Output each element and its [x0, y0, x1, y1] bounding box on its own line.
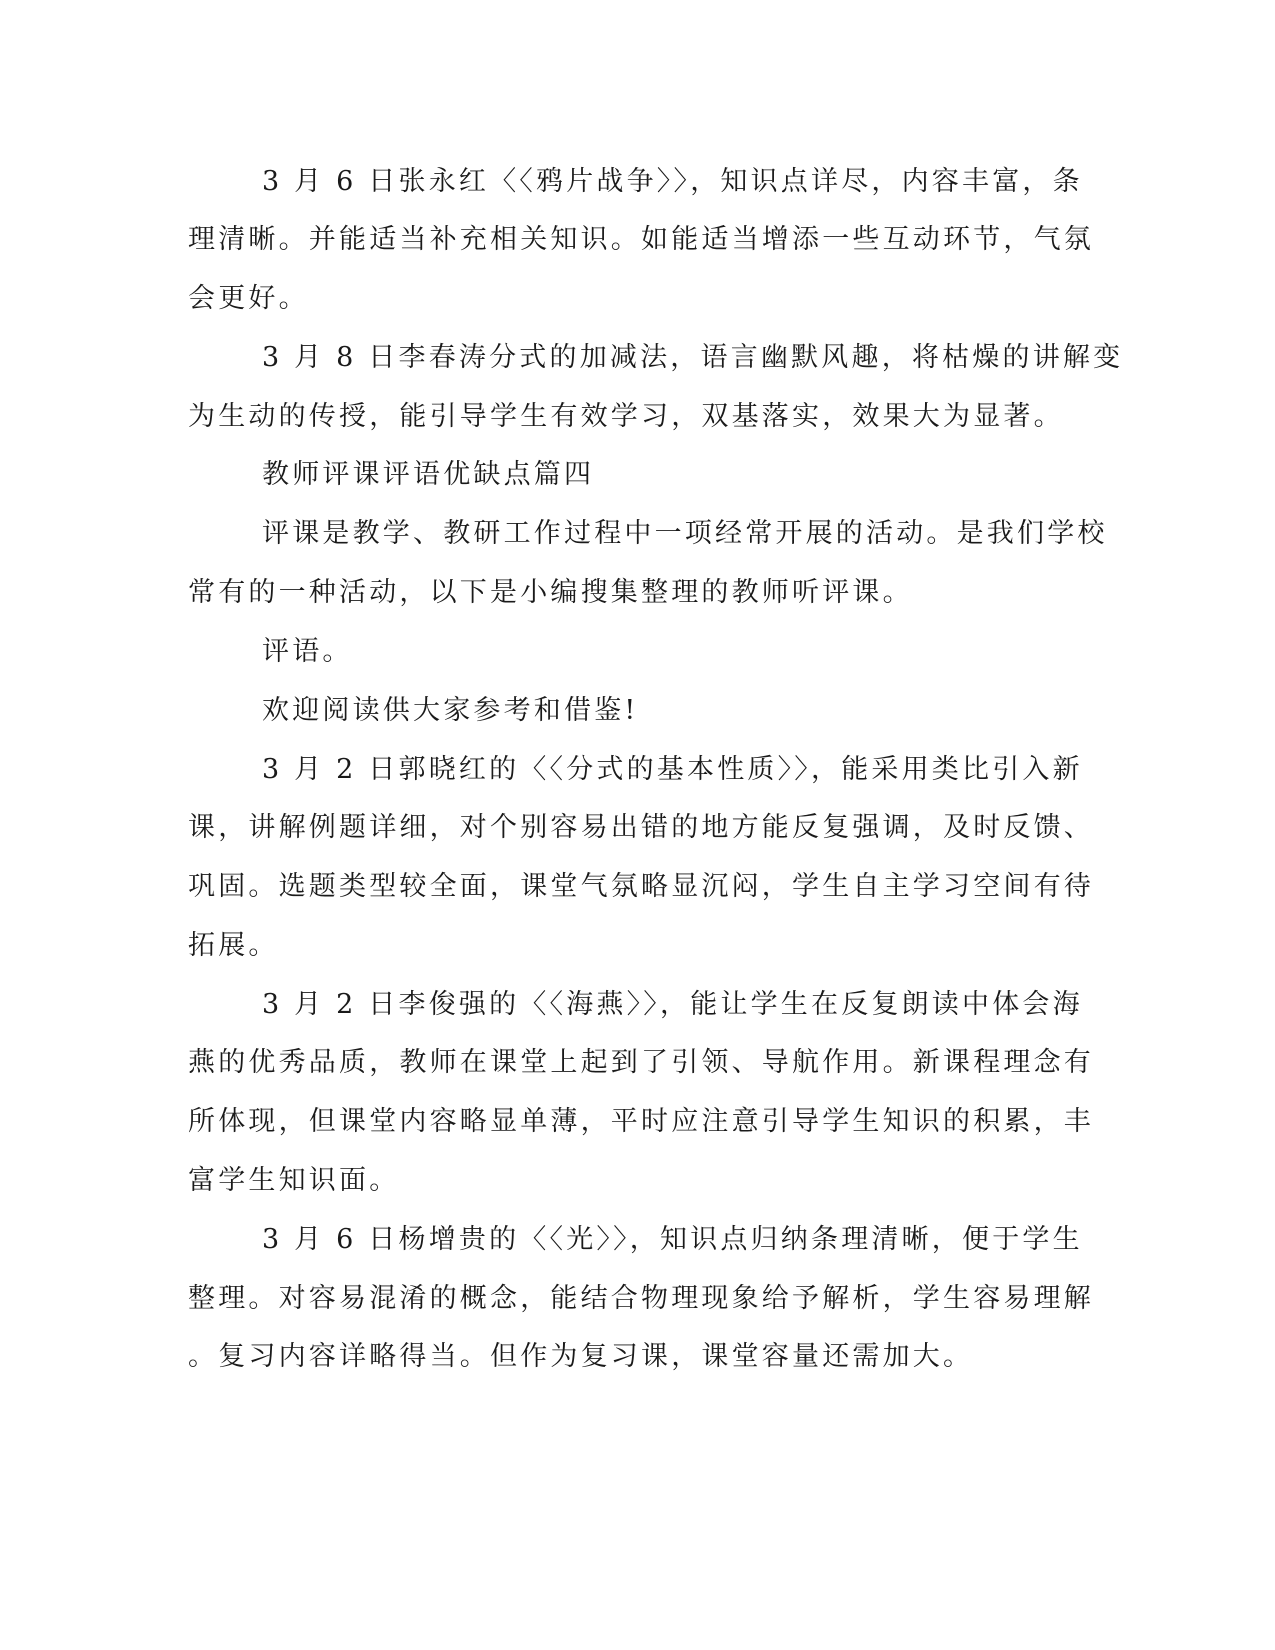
- text-line: 所体现，但课堂内容略显单薄，平时应注意引导学生知识的积累，丰: [188, 1106, 1094, 1137]
- text-line: 欢迎阅读供大家参考和借鉴!: [262, 695, 639, 726]
- section-heading: 教师评课评语优缺点篇四: [262, 459, 595, 490]
- text-line: 3 月 2 日郭晓红的〈〈分式的基本性质〉〉，能采用类比引入新: [262, 754, 1083, 785]
- text-line: 3 月 6 日张永红〈〈鸦片战争〉〉，知识点详尽，内容丰富，条: [262, 166, 1083, 197]
- text-line: 拓展。: [188, 930, 279, 961]
- text-line: 。复习内容详略得当。但作为复习课，课堂容量还需加大。: [188, 1341, 974, 1372]
- text-line: 会更好。: [188, 283, 309, 314]
- text-line: 巩固。选题类型较全面，课堂气氛略显沉闷，学生自主学习空间有待: [188, 871, 1094, 902]
- text-line: 评语。: [262, 636, 353, 667]
- text-line: 评课是教学、教研工作过程中一项经常开展的活动。是我们学校: [262, 518, 1108, 549]
- text-line: 课，讲解例题详细，对个别容易出错的地方能反复强调，及时反馈、: [188, 812, 1094, 843]
- text-line: 3 月 8 日李春涛分式的加减法，语言幽默风趣，将枯燥的讲解变: [262, 342, 1124, 373]
- text-line: 整理。对容易混淆的概念，能结合物理现象给予解析，学生容易理解: [188, 1283, 1094, 1314]
- text-line: 富学生知识面。: [188, 1165, 400, 1196]
- text-line: 为生动的传授，能引导学生有效学习，双基落实，效果大为显著。: [188, 401, 1064, 432]
- text-line: 3 月 6 日杨增贵的〈〈光〉〉，知识点归纳条理清晰，便于学生: [262, 1224, 1083, 1255]
- text-line: 燕的优秀品质，教师在课堂上起到了引领、导航作用。新课程理念有: [188, 1047, 1094, 1078]
- text-line: 理清晰。并能适当补充相关知识。如能适当增添一些互动环节，气氛: [188, 224, 1094, 255]
- text-line: 3 月 2 日李俊强的〈〈海燕〉〉，能让学生在反复朗读中体会海: [262, 989, 1083, 1020]
- text-line: 常有的一种活动，以下是小编搜集整理的教师听评课。: [188, 577, 913, 608]
